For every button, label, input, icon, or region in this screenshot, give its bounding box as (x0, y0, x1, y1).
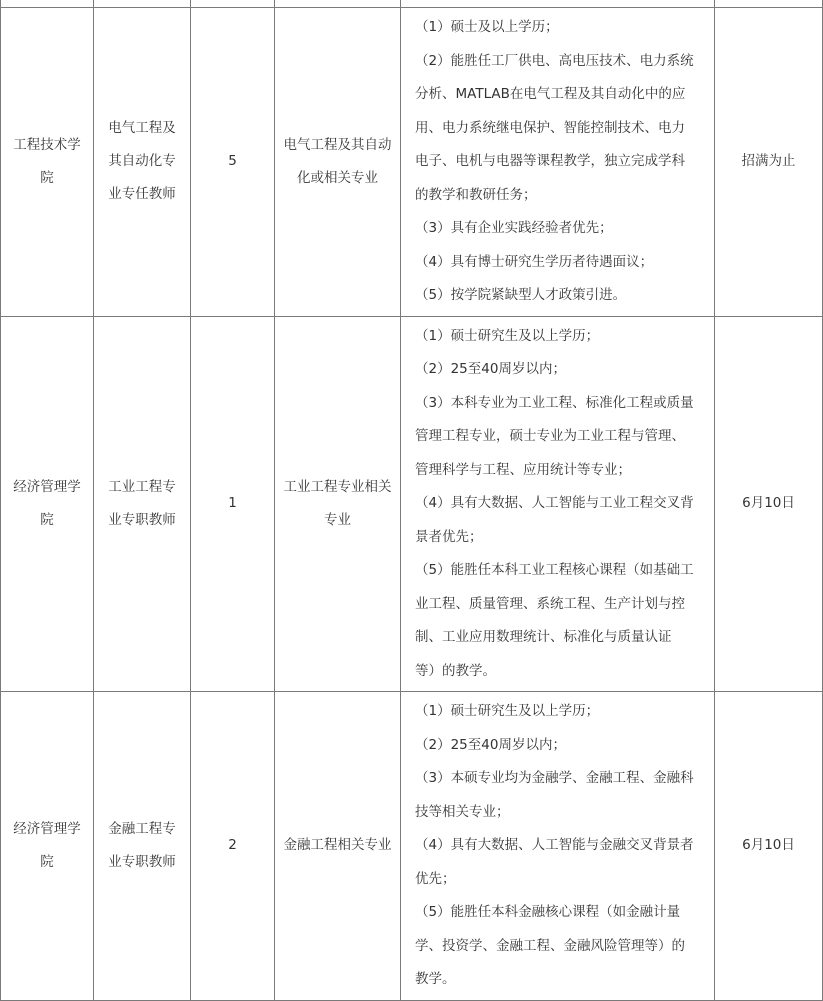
position-text: 电气工程及 其自动化专 业专任教师 (108, 120, 176, 203)
cell-top-edge (94, 0, 191, 8)
cell-top-edge (1, 0, 94, 8)
cell-top-edge (401, 0, 715, 8)
requirement-line: 技等相关专业； (415, 803, 510, 820)
requirement-line: 电子、电机与电器等课程教学，独立完成学科 (415, 153, 685, 169)
requirement-line: （2）25至40周岁以内； (415, 736, 566, 753)
position-cell (94, 692, 191, 1001)
position-text: 金融工程专 业专职教师 (108, 820, 176, 870)
requirement-line: 用、电力系统继电保护、智能控制技术、电力 (415, 119, 685, 136)
major-text: 工业工程专业相关 专业 (283, 478, 392, 528)
table-row (1, 316, 823, 692)
requirement-line: （1）硕士研究生及以上学历； (415, 703, 600, 719)
position-text: 工业工程专 业专职教师 (108, 478, 176, 528)
major-cell (275, 8, 401, 317)
deadline-cell (715, 8, 823, 317)
deadline-cell (715, 692, 823, 1001)
requirement-line: （5）能胜任本科金融核心课程（如金融计量 (415, 904, 681, 920)
requirement-line: 管理科学与工程、应用统计等专业； (415, 461, 631, 478)
requirement-line: （1）硕士及以上学历； (415, 19, 559, 35)
requirement-line: （2）25至40周岁以内； (415, 361, 566, 377)
deadline-text: 招满为止 (741, 153, 796, 170)
requirement-line: 优先； (415, 870, 456, 887)
requirement-line: （4）具有大数据、人工智能与金融交叉背景者 (415, 837, 694, 853)
table-row (1, 8, 823, 317)
requirement-line: 的教学和教研任务； (415, 186, 537, 203)
requirement-line: （3）本科专业为工业工程、标准化工程或质量 (415, 394, 694, 411)
college-text: 经济管理学 院 (13, 820, 81, 870)
major-text: 电气工程及其自动 化或相关专业 (283, 136, 392, 186)
count-cell (191, 316, 275, 692)
major-text: 金融工程相关专业 (283, 837, 392, 854)
requirement-line: 教学。 (415, 971, 456, 987)
college-text: 工程技术学 院 (13, 136, 81, 186)
requirement-line: （1）硕士研究生及以上学历； (415, 327, 600, 344)
count-text: 2 (228, 837, 237, 854)
deadline-text: 6月10日 (742, 837, 795, 854)
requirement-line: （3）具有企业实践经验者优先； (415, 220, 613, 236)
position-cell (94, 8, 191, 317)
requirement-line: 业工程、质量管理、系统工程、生产计划与控 (415, 595, 685, 612)
position-cell (94, 316, 191, 692)
requirement-line: （4）具有大数据、人工智能与工业工程交叉背 (415, 495, 694, 511)
requirement-line: 制、工业应用数理统计、标准化与质量认证 (415, 629, 672, 645)
count-text: 5 (228, 153, 237, 170)
college-text: 经济管理学 院 (13, 478, 81, 528)
college-cell (1, 316, 94, 692)
cell-top-edge (275, 0, 401, 8)
deadline-text: 6月10日 (742, 495, 795, 512)
requirement-line: （3）本硕专业均为金融学、金融工程、金融科 (415, 770, 694, 786)
college-cell (1, 8, 94, 317)
count-cell (191, 8, 275, 317)
major-cell (275, 316, 401, 692)
count-text: 1 (228, 495, 237, 512)
requirement-line: 景者优先； (415, 528, 483, 545)
deadline-cell (715, 316, 823, 692)
requirement-line: 等）的教学。 (415, 662, 496, 679)
cell-top-edge (191, 0, 275, 8)
requirement-line: （2）能胜任工厂供电、高电压技术、电力系统 (415, 52, 694, 69)
requirements-cell (401, 8, 715, 317)
requirements-cell (401, 692, 715, 1001)
requirement-line: 分析、MATLAB在电气工程及其自动化中的应 (415, 86, 686, 102)
requirement-line: 管理工程专业，硕士专业为工业工程与管理、 (415, 428, 685, 444)
requirement-line: （5）能胜任本科工业工程核心课程（如基础工 (415, 562, 694, 578)
requirement-line: （4）具有博士研究生学历者待遇面议； (415, 253, 654, 270)
requirements-cell (401, 316, 715, 692)
major-cell (275, 692, 401, 1001)
count-cell (191, 692, 275, 1001)
requirement-line: 学、投资学、金融工程、金融风险管理等）的 (415, 937, 685, 954)
table-row (1, 692, 823, 1001)
requirement-line: （5）按学院紧缺型人才政策引进。 (415, 287, 627, 303)
cell-top-edge (715, 0, 823, 8)
college-cell (1, 692, 94, 1001)
table-row-top-edge (1, 0, 823, 8)
